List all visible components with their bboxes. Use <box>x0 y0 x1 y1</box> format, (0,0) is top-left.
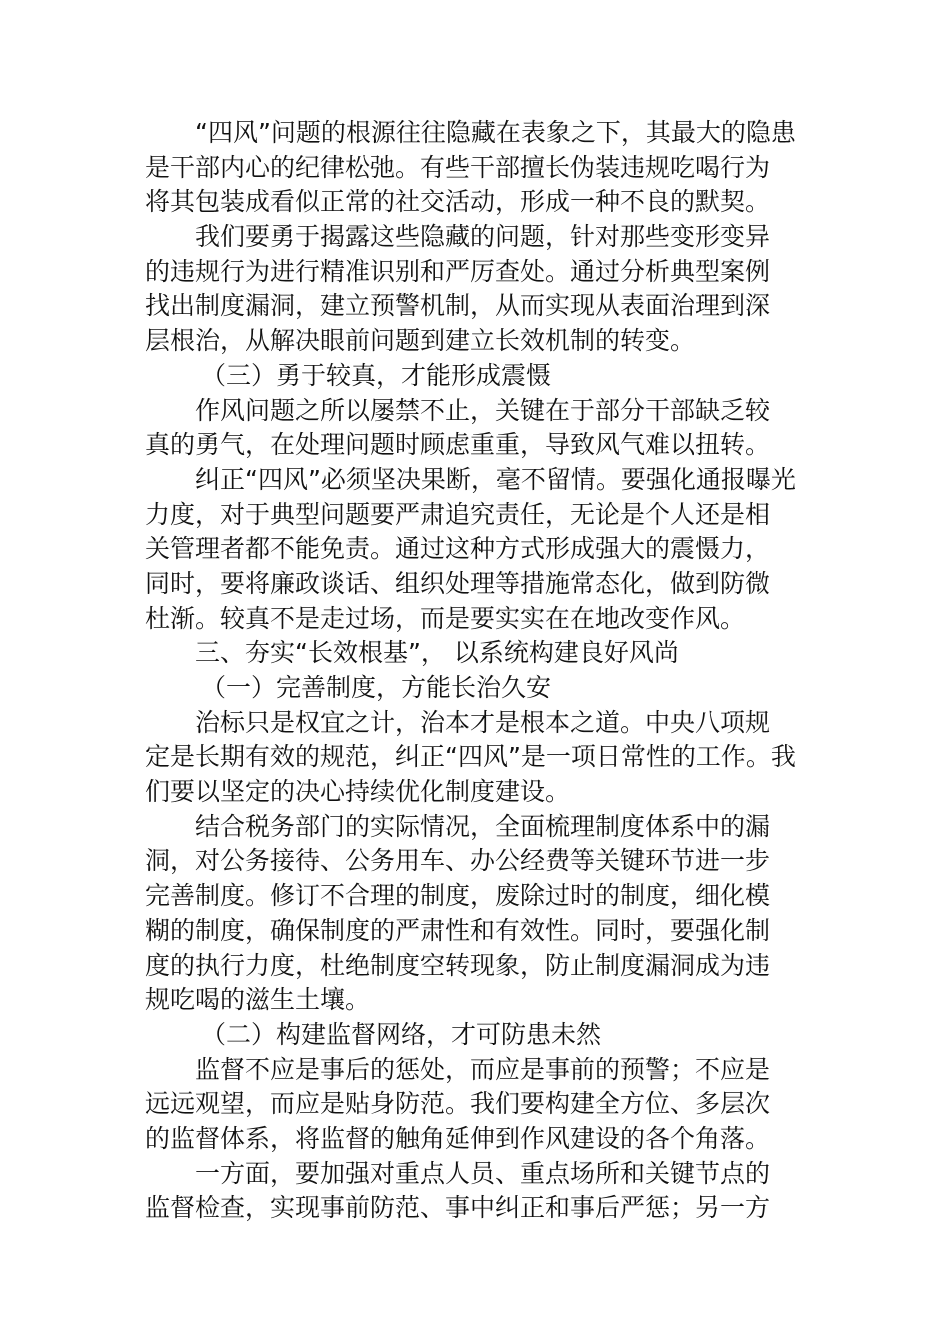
body-line: 同时，要将廉政谈话、组织处理等措施常态化，做到防微 <box>145 568 771 598</box>
body-line: 结合税务部门的实际情况，全面梳理制度体系中的漏 <box>195 811 771 841</box>
body-line: 杜渐。较真不是走过场，而是要实实在在地改变作风。 <box>145 603 746 633</box>
body-line: 定是长期有效的规范，纠正“四风”是一项日常性的工作。我 <box>145 742 796 772</box>
body-line: 作风问题之所以屡禁不止，关键在于部分干部缺乏较 <box>195 395 771 425</box>
body-line: 监督检查，实现事前防范、事中纠正和事后严惩；另一方 <box>145 1193 771 1223</box>
body-line: 完善制度。修订不合理的制度，废除过时的制度，细化模 <box>145 881 771 911</box>
body-line: 真的勇气，在处理问题时顾虑重重，导致风气难以扭转。 <box>145 430 771 460</box>
body-line: 远远观望，而应是贴身防范。我们要构建全方位、多层次 <box>145 1089 771 1119</box>
body-line: 层根治，从解决眼前问题到建立长效机制的转变。 <box>145 326 696 356</box>
body-line: 是干部内心的纪律松弛。有些干部擅长伪装违规吃喝行为 <box>145 152 771 182</box>
body-line: 将其包装成看似正常的社交活动，形成一种不良的默契。 <box>145 187 771 217</box>
body-line: 糊的制度，确保制度的严肃性和有效性。同时，要强化制 <box>145 915 771 945</box>
body-line: 度的执行力度，杜绝制度空转现象，防止制度漏洞成为违 <box>145 950 771 980</box>
body-line: 规吃喝的滋生土壤。 <box>145 985 371 1015</box>
body-line: “四风”问题的根源往往隐藏在表象之下，其最大的隐患 <box>195 118 796 147</box>
document-body <box>145 116 809 1226</box>
body-line: 找出制度漏洞，建立预警机制，从而实现从表面治理到深 <box>145 291 771 321</box>
body-line: 纠正“四风”必须坚决果断，毫不留情。要强化通报曝光 <box>195 464 796 494</box>
body-line: 的违规行为进行精准识别和严厉查处。通过分析典型案例 <box>145 256 771 286</box>
body-line: 的监督体系，将监督的触角延伸到作风建设的各个角落。 <box>145 1123 771 1153</box>
body-line: 力度，对于典型问题要严肃追究责任，无论是个人还是相 <box>145 499 771 529</box>
body-line: 一方面，要加强对重点人员、重点场所和关键节点的 <box>195 1158 771 1188</box>
body-line: 关管理者都不能免责。通过这种方式形成强大的震慑力， <box>145 534 771 564</box>
body-line: 们要以坚定的决心持续优化制度建设。 <box>145 777 571 807</box>
body-line: 洞，对公务接待、公务用车、办公经费等关键环节进一步 <box>145 846 771 876</box>
subsection-heading: （三）勇于较真，才能形成震慑 <box>201 360 552 390</box>
subsection-heading: （二）构建监督网络，才可防患未然 <box>201 1019 602 1049</box>
body-line: 我们要勇于揭露这些隐藏的问题，针对那些变形变异 <box>195 222 771 252</box>
body-line: 治标只是权宜之计，治本才是根本之道。中央八项规 <box>195 707 771 737</box>
body-line: 监督不应是事后的惩处，而应是事前的预警；不应是 <box>195 1054 771 1084</box>
section-heading: 三、夯实“长效根基”， 以系统构建良好风尚 <box>195 638 679 668</box>
subsection-heading: （一）完善制度，方能长治久安 <box>201 673 552 702</box>
